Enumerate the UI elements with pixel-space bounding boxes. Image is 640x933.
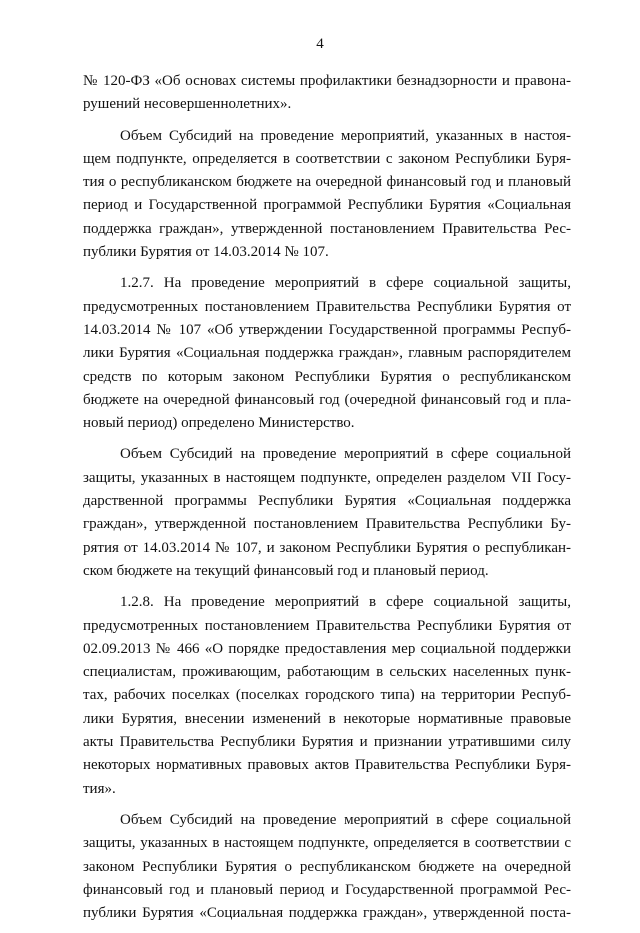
text-line: 1.2.7. На проведение мероприятий в сфере социальной защиты,	[120, 275, 571, 292]
text-line: граждан», утвержденной постановлением Правительства Республики Бу-	[83, 516, 571, 533]
paragraph	[83, 591, 571, 801]
text-line: законом Республики Бурятия о республиканском бюджете на очередной	[83, 858, 571, 875]
text-line: защиты, указанных в настоящем подпункте, определяется в соответствии с	[83, 835, 571, 852]
text-line: Объем Субсидий на проведение мероприятий в сфере социальной	[120, 446, 571, 463]
text-line: защиты, указанных в настоящем подпункте, определен разделом VII Госу-	[83, 469, 571, 486]
text-line: предусмотренных постановлением Правительства Республики Бурятия от	[83, 298, 571, 315]
text-line: акты Правительства Республики Бурятия и признании утратившими силу	[83, 734, 571, 751]
text-line: тия».	[83, 780, 116, 797]
text-line: публики Бурятия «Социальная поддержка граждан», утвержденной поста-	[83, 905, 571, 922]
text-line: тия о республиканском бюджете на очередной финансовый год и плановый	[83, 174, 571, 191]
text-line: Объем Субсидий на проведение мероприятий в сфере социальной	[120, 811, 571, 828]
text-line: рятия от 14.03.2014 № 107, и законом Республики Бурятия о республикан-	[83, 539, 571, 556]
text-line: 02.09.2013 № 466 «О порядке предоставления мер социальной поддержки	[83, 640, 571, 657]
text-line: ском бюджете на текущий финансовый год и плановый период.	[83, 562, 489, 579]
paragraph	[83, 443, 571, 583]
paragraph	[83, 70, 571, 117]
text-line: публики Бурятия от 14.03.2014 № 107.	[83, 244, 329, 261]
text-line: предусмотренных постановлением Правительства Республики Бурятия от	[83, 617, 571, 634]
text-line: тах, рабочих поселках (поселках городского типа) на территории Респуб-	[83, 687, 571, 704]
text-line: 1.2.8. На проведение мероприятий в сфере социальной защиты,	[120, 594, 571, 611]
page-number: 4	[316, 36, 324, 52]
text-line: лики Бурятия «Социальная поддержка граждан», главным распорядителем	[83, 345, 571, 362]
text-line: дарственной программы Республики Бурятия «Социальная поддержка	[83, 493, 571, 510]
text-line: лики Бурятия, внесении изменений в некоторые нормативные правовые	[83, 710, 571, 727]
paragraph	[83, 125, 571, 265]
paragraph	[83, 272, 571, 435]
document-body	[83, 70, 571, 933]
paragraph	[83, 809, 571, 925]
text-line: поддержка граждан», утвержденной постановлением Правительства Рес-	[83, 220, 571, 237]
text-line: № 120-ФЗ «Об основах системы профилактики безнадзорности и правона-	[83, 73, 571, 89]
text-line: рушений несовершеннолетних».	[83, 96, 292, 113]
text-line: некоторых нормативных правовых актов Правительства Республики Буря-	[83, 757, 571, 774]
text-line: средств по которым законом Республики Бурятия о республиканском	[83, 368, 571, 385]
text-line: период и Государственной программой Республики Бурятия «Социальная	[83, 197, 571, 214]
text-line: Объем Субсидий на проведение мероприятий, указанных в настоя-	[120, 127, 571, 144]
text-line: 14.03.2014 № 107 «Об утверждении Государственной программы Респуб-	[83, 321, 571, 338]
text-line: щем подпункте, определяется в соответствии с законом Республики Буря-	[83, 150, 571, 167]
text-line: новый период) определено Министерство.	[83, 415, 355, 432]
text-line: бюджете на очередной финансовый год (очередной финансовый год и пла-	[83, 391, 571, 408]
text-line: финансовый год и плановый период и Государственной программой Рес-	[83, 881, 571, 898]
text-line: специалистам, проживающим, работающим в сельских населенных пунк-	[83, 664, 571, 681]
